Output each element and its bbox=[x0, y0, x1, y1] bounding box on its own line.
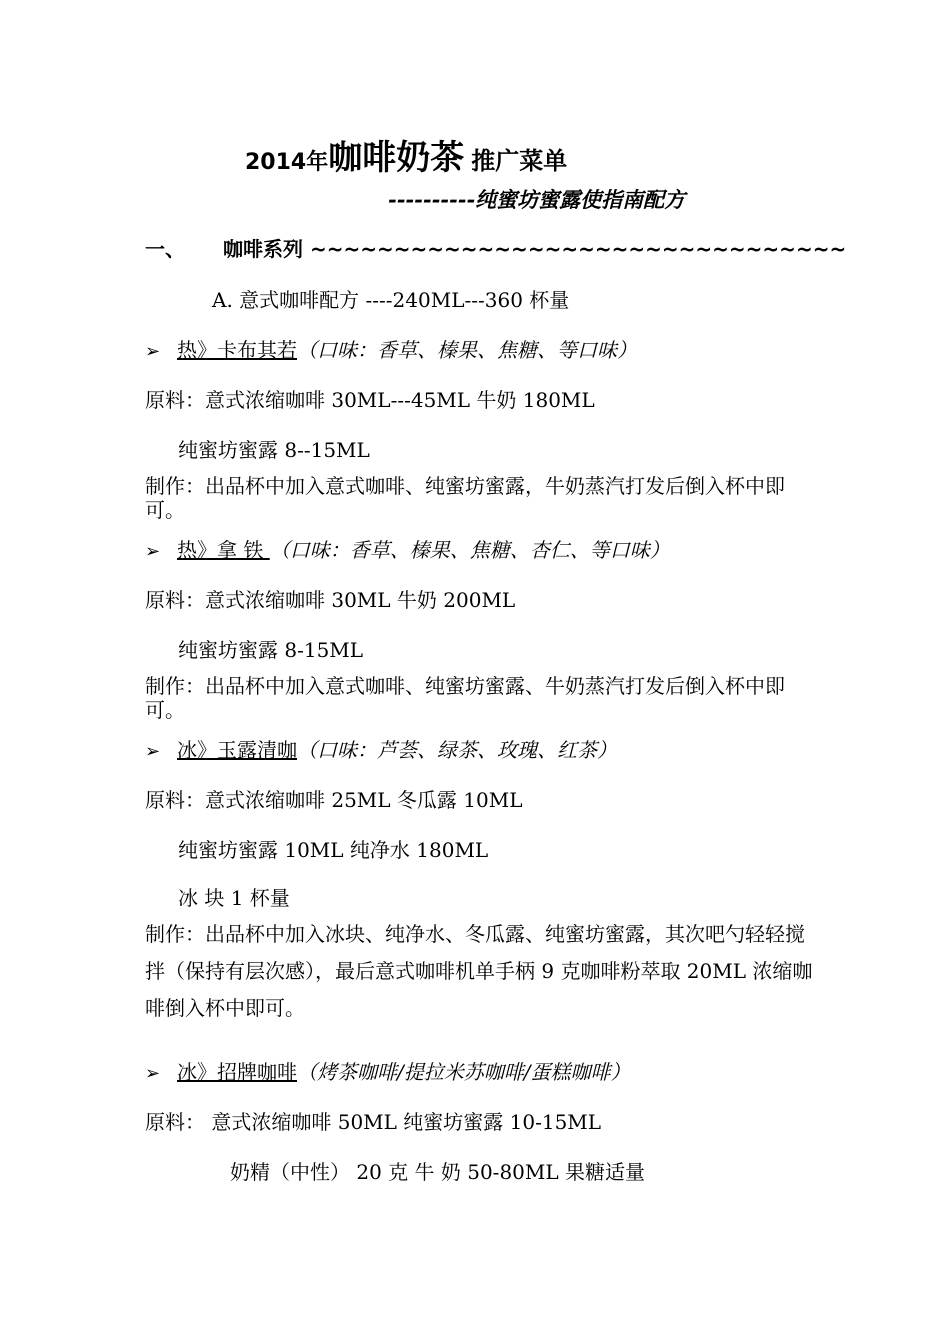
page-title bbox=[245, 130, 567, 179]
item-heading bbox=[145, 734, 617, 763]
section-label: 咖啡系列 ~~~~~~~~~~~~~~~~~~~~~~~~~~~~~~~~ bbox=[223, 237, 847, 261]
arrow-bullet-icon: ➢ bbox=[145, 1063, 161, 1084]
item-raw-line: 纯蜜坊蜜露 10ML 纯净水 180ML bbox=[178, 838, 489, 862]
item-name: 热》卡布其若 bbox=[177, 338, 297, 362]
page-subtitle: ----------纯蜜坊蜜露使指南配方 bbox=[388, 187, 686, 212]
item-raw-line: 原料：意式浓缩咖啡 30ML---45ML 牛奶 180ML bbox=[145, 388, 595, 412]
item-method: 制作：出品杯中加入意式咖啡、纯蜜坊蜜露、牛奶蒸汽打发后倒入杯中即可。 bbox=[145, 674, 785, 722]
title-year: 2014年 bbox=[245, 150, 329, 175]
item-raw-line: 冰 块 1 杯量 bbox=[178, 886, 290, 910]
item-raw-line: 原料：意式浓缩咖啡 25ML 冬瓜露 10ML bbox=[145, 788, 523, 812]
item-flavor: （口味：香草、榛果、焦糖、杏仁、等口味） bbox=[269, 538, 670, 562]
title-main: 咖啡奶茶 bbox=[328, 138, 465, 178]
item-method: 制作：出品杯中加入冰块、纯净水、冬瓜露、纯蜜坊蜜露，其次吧勺轻轻搅拌（保持有层次感），最后意式咖啡机单手柄 9 克咖啡粉萃取 20ML 浓缩咖啡倒入杯中即可。 bbox=[145, 922, 813, 1020]
item-name: 冰》招牌咖啡 bbox=[177, 1060, 297, 1084]
item-raw-line: 奶精（中性） 20 克 牛 奶 50-80ML 果糖适量 bbox=[230, 1160, 646, 1184]
item-name: 冰》玉露清咖 bbox=[177, 738, 297, 762]
arrow-bullet-icon: ➢ bbox=[145, 341, 161, 362]
item-heading bbox=[145, 1056, 630, 1085]
arrow-bullet-icon: ➢ bbox=[145, 541, 161, 562]
item-heading bbox=[145, 534, 670, 563]
item-flavor: （口味：芦荟、绿茶、玫瑰、红茶） bbox=[297, 738, 617, 762]
section-number: 一、 bbox=[145, 237, 185, 261]
item-flavor: （口味：香草、榛果、焦糖、等口味） bbox=[297, 338, 637, 362]
arrow-bullet-icon: ➢ bbox=[145, 741, 161, 762]
section-heading bbox=[145, 233, 846, 262]
item-heading bbox=[145, 334, 637, 363]
item-name: 热》拿 铁 bbox=[177, 538, 270, 562]
subsection-a: A. 意式咖啡配方 ----240ML---360 杯量 bbox=[212, 288, 570, 312]
title-suffix: 推广菜单 bbox=[471, 147, 568, 175]
item-raw-line: 纯蜜坊蜜露 8-15ML bbox=[178, 638, 364, 662]
item-method: 制作：出品杯中加入意式咖啡、纯蜜坊蜜露，牛奶蒸汽打发后倒入杯中即可。 bbox=[145, 474, 785, 522]
item-raw-line: 原料： 意式浓缩咖啡 50ML 纯蜜坊蜜露 10-15ML bbox=[145, 1110, 602, 1134]
item-raw-line: 纯蜜坊蜜露 8--15ML bbox=[178, 438, 370, 462]
item-flavor: （烤茶咖啡/提拉米苏咖啡/蛋糕咖啡） bbox=[297, 1060, 631, 1084]
item-raw-line: 原料：意式浓缩咖啡 30ML 牛奶 200ML bbox=[145, 588, 516, 612]
